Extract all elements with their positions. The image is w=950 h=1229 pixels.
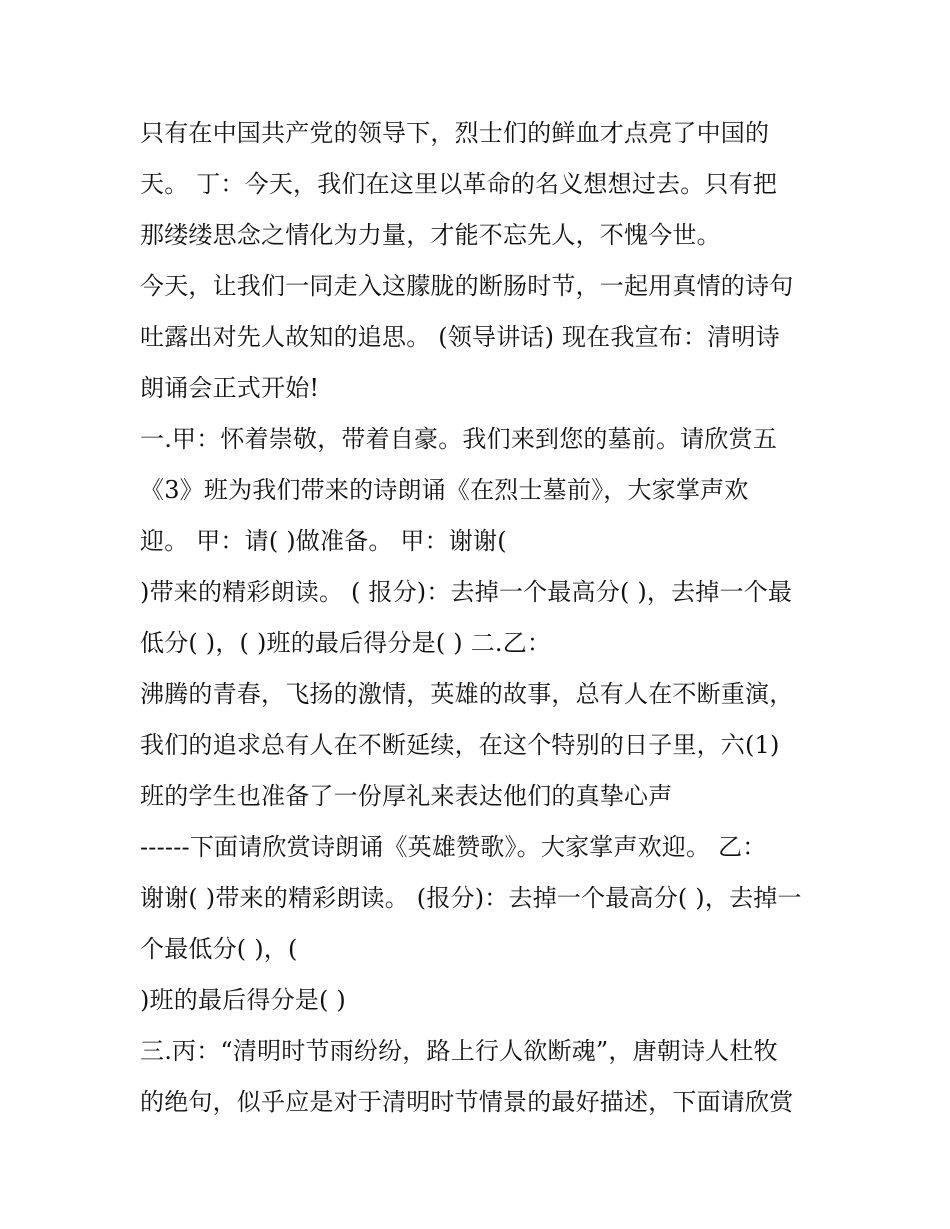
text-line: 低分( )，( )班的最后得分是( ) 二.乙：: [140, 629, 552, 657]
text-line: 个最低分( )，(: [140, 935, 298, 963]
text-line: 的绝句，似乎应是对于清明时节情景的最好描述，下面请欣赏: [140, 1088, 794, 1116]
text-line: 只有在中国共产党的领导下，烈士们的鲜血才点亮了中国的: [140, 119, 770, 147]
document-body: [140, 108, 840, 1128]
text-line: 朗诵会正式开始!: [140, 374, 320, 402]
text-line: 班的学生也准备了一份厚礼来表达他们的真挚心声: [140, 782, 673, 810]
text-line: 吐露出对先人故知的追思。 (领导讲话) 现在我宣布：清明诗: [140, 323, 780, 351]
text-line: 沸腾的青春，飞扬的激情，英雄的故事，总有人在不断重演，: [140, 680, 794, 708]
text-line: 那缕缕思念之情化为力量，才能不忘先人，不愧今世。: [140, 221, 721, 249]
text-line: 天。 丁：今天，我们在这里以革命的名义想想过去。只有把: [140, 170, 778, 198]
text-line: 三.丙：“清明时节雨纷纷，路上行人欲断魂”，唐朝诗人杜牧: [140, 1037, 778, 1065]
text-line: 《3》班为我们带来的诗朗诵《在烈士墓前》，大家掌声欢: [140, 476, 749, 504]
text-line: 谢谢( )带来的精彩朗读。 (报分)：去掉一个最高分( )，去掉一: [140, 884, 802, 912]
text-line: ------下面请欣赏诗朗诵《英雄赞歌》。大家掌声欢迎。 乙：: [140, 833, 767, 861]
text-line: 迎。 甲：请( )做准备。 甲：谢谢(: [140, 527, 507, 555]
text-line: 今天，让我们一同走入这朦胧的断肠时节，一起用真情的诗句: [140, 272, 794, 300]
text-line: 一.甲：怀着崇敬，带着自豪。我们来到您的墓前。请欣赏五: [140, 425, 778, 453]
text-line: )班的最后得分是( ): [140, 986, 346, 1014]
text-line: 我们的追求总有人在不断延续，在这个特别的日子里，六(1): [140, 731, 780, 759]
text-line: )带来的精彩朗读。 ( 报分)：去掉一个最高分( )，去掉一个最: [140, 578, 793, 606]
